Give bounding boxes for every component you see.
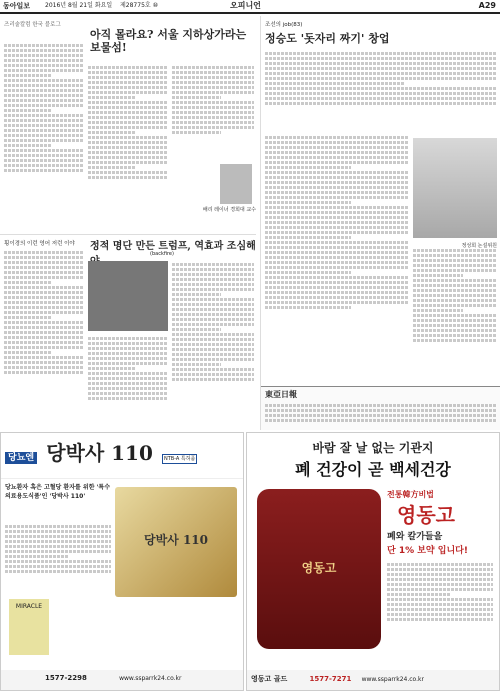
text-line xyxy=(265,52,497,55)
text-line xyxy=(88,101,168,104)
column-2-body-2 xyxy=(265,134,409,384)
text-line xyxy=(172,378,254,381)
text-line xyxy=(387,618,493,621)
text-line xyxy=(265,201,351,204)
ad-left-web[interactable]: www.ssparrk24.co.kr xyxy=(119,675,182,682)
ad-right-brand: 전통韓方비법 xyxy=(387,490,434,499)
text-line xyxy=(413,249,497,252)
text-line xyxy=(265,136,409,139)
column-1-body-right xyxy=(172,64,254,162)
text-line xyxy=(4,341,84,344)
text-line xyxy=(413,269,497,272)
text-line xyxy=(172,273,254,276)
ad-right-jar xyxy=(257,489,381,649)
column-2-body xyxy=(265,50,497,130)
text-line xyxy=(4,89,84,92)
text-line xyxy=(265,246,409,249)
text-line xyxy=(265,306,351,309)
text-line xyxy=(172,283,254,286)
text-line xyxy=(4,271,84,274)
column-3-photo xyxy=(88,261,168,331)
text-line xyxy=(5,550,111,553)
text-line xyxy=(5,545,111,548)
text-line xyxy=(265,226,409,229)
text-line xyxy=(88,71,168,74)
author-photo xyxy=(220,164,252,204)
text-line xyxy=(265,266,409,269)
text-line xyxy=(172,91,254,94)
text-line xyxy=(265,196,409,199)
illustration xyxy=(413,138,497,238)
text-line xyxy=(4,54,84,57)
text-line xyxy=(172,368,254,371)
column-1-author: 배리 레이너 경희대 교수 xyxy=(202,207,256,213)
text-line xyxy=(413,304,497,307)
text-line xyxy=(265,301,409,304)
text-line xyxy=(265,146,409,149)
text-line xyxy=(387,573,493,576)
ad-right-web[interactable]: www.ssparrk24.co.kr xyxy=(361,676,424,683)
text-line xyxy=(413,274,463,277)
text-line xyxy=(265,271,351,274)
column-3-body-mid xyxy=(88,335,168,429)
text-line xyxy=(4,291,84,294)
text-line xyxy=(4,169,84,172)
text-line xyxy=(172,308,254,311)
text-line xyxy=(265,236,351,239)
text-line xyxy=(4,59,84,62)
text-line xyxy=(172,86,254,89)
text-line xyxy=(88,166,136,169)
text-line xyxy=(5,535,111,538)
text-line xyxy=(265,67,497,70)
text-line xyxy=(88,76,168,79)
ad-left-pack-label: MIRACLE xyxy=(15,603,43,610)
text-line xyxy=(4,114,84,117)
text-line xyxy=(265,57,497,60)
text-line xyxy=(172,116,254,119)
issue-edition: 제28775호 ⑩ xyxy=(120,2,158,9)
text-line xyxy=(265,409,497,412)
ad-right-phone[interactable]: 1577-7271 xyxy=(309,675,352,683)
masthead-footer xyxy=(261,386,500,430)
text-line xyxy=(265,296,409,299)
text-line xyxy=(265,87,497,90)
text-line xyxy=(4,139,84,142)
column-2-headline: 정승도 '돗자리 짜기' 창업 xyxy=(265,32,390,45)
text-line xyxy=(387,578,493,581)
text-line xyxy=(265,181,409,184)
text-line xyxy=(172,353,254,356)
ad-right-sub2: 단 1% 보약 입니다! xyxy=(387,546,468,556)
text-line xyxy=(4,311,84,314)
text-line xyxy=(172,323,254,326)
text-line xyxy=(88,111,168,114)
text-line xyxy=(172,298,254,301)
text-line xyxy=(265,191,409,194)
text-line xyxy=(387,598,493,601)
text-line xyxy=(4,346,84,349)
text-line xyxy=(265,211,409,214)
text-line xyxy=(4,79,84,82)
text-line xyxy=(4,296,84,299)
text-line xyxy=(172,111,254,114)
text-line xyxy=(4,336,84,339)
text-line xyxy=(265,276,409,279)
text-line xyxy=(265,97,497,100)
text-line xyxy=(88,66,168,69)
text-line xyxy=(4,99,84,102)
text-line xyxy=(4,44,84,47)
text-line xyxy=(172,363,221,366)
text-line xyxy=(4,119,84,122)
text-line xyxy=(88,96,136,99)
text-line xyxy=(4,134,84,137)
text-line xyxy=(172,66,254,69)
text-line xyxy=(265,82,404,85)
column-3-body-left xyxy=(4,249,84,429)
text-line xyxy=(4,74,52,77)
text-line xyxy=(5,560,111,563)
text-line xyxy=(413,284,497,287)
ad-right-phone-row xyxy=(247,670,499,690)
ad-left[interactable] xyxy=(0,432,244,691)
text-line xyxy=(88,392,168,395)
column-3-headline: 정적 명단 만든 트럼프, 역효과 조심해 xyxy=(90,241,256,252)
column-2-tag: 조선의 job(83) xyxy=(265,22,303,28)
text-line xyxy=(4,286,84,289)
text-line xyxy=(88,342,168,345)
text-line xyxy=(88,176,168,179)
text-line xyxy=(172,338,254,341)
footer-info xyxy=(265,402,497,430)
text-line xyxy=(265,419,497,422)
text-line xyxy=(172,348,254,351)
text-line xyxy=(172,131,221,134)
text-line xyxy=(88,136,168,139)
text-line xyxy=(4,69,84,72)
text-line xyxy=(172,373,254,376)
text-line xyxy=(172,343,254,346)
text-line xyxy=(4,371,84,374)
text-line xyxy=(265,286,409,289)
column-1-body-mid xyxy=(88,64,168,230)
text-line xyxy=(88,151,168,154)
column-1-headline: 아직 몰라요? 서울 지하상가라는 보물섬! xyxy=(90,28,247,54)
text-line xyxy=(4,129,84,132)
text-line xyxy=(265,77,497,80)
text-line xyxy=(5,565,111,568)
text-line xyxy=(88,161,168,164)
section-title: 오피니언 xyxy=(230,1,261,10)
text-line xyxy=(88,146,168,149)
column-3-tag: 횡이경의 이런 영어 저런 이야 xyxy=(4,241,75,247)
text-line xyxy=(172,96,221,99)
text-line xyxy=(413,319,497,322)
text-line xyxy=(4,164,84,167)
text-line xyxy=(88,352,168,355)
ad-left-desc: 당뇨환자 혹은 고혈당 환자를 위한 '특수의료용도식품'인 '당박사 110' xyxy=(5,484,111,500)
text-line xyxy=(88,171,168,174)
ad-left-brand: 당뇨엔 xyxy=(5,452,37,464)
text-line xyxy=(88,347,168,350)
text-line xyxy=(4,84,84,87)
text-line xyxy=(265,141,409,144)
column-3-body-right xyxy=(172,261,254,429)
text-line xyxy=(88,372,168,375)
text-line xyxy=(4,251,84,254)
text-line xyxy=(172,263,254,266)
ad-left-phone-row xyxy=(1,670,243,690)
text-line xyxy=(4,109,52,112)
text-line xyxy=(387,603,493,606)
column-2-body-3 xyxy=(413,242,497,384)
text-line xyxy=(4,154,84,157)
ad-right-head2: 폐 건강이 곧 백세건강 xyxy=(295,460,451,479)
text-line xyxy=(172,328,221,331)
text-line xyxy=(265,216,409,219)
text-line xyxy=(172,268,254,271)
text-line xyxy=(4,326,84,329)
footer-paper-name: 東亞日報 xyxy=(265,389,297,399)
text-line xyxy=(172,293,221,296)
ad-right-sub1: 폐와 칼가들을 xyxy=(387,532,443,542)
text-line xyxy=(172,101,254,104)
ad-right-product: 영동고 xyxy=(397,503,455,527)
text-line xyxy=(265,256,409,259)
text-line xyxy=(265,171,409,174)
text-line xyxy=(172,278,254,281)
text-line xyxy=(413,264,497,267)
text-line xyxy=(88,357,168,360)
text-line xyxy=(88,362,168,365)
text-line xyxy=(413,279,497,282)
text-line xyxy=(172,81,254,84)
ad-right-phone-label: 영동고 골드 xyxy=(251,675,288,683)
text-line xyxy=(4,144,52,147)
ad-left-pack-product: 당박사 110 xyxy=(143,533,208,547)
text-line xyxy=(88,91,168,94)
text-line xyxy=(387,613,493,616)
ad-right-copy xyxy=(387,561,493,651)
text-line xyxy=(387,583,493,586)
text-line xyxy=(265,404,497,407)
text-line xyxy=(265,231,409,234)
text-line xyxy=(265,251,409,254)
text-line xyxy=(88,81,168,84)
text-line xyxy=(413,299,497,302)
text-line xyxy=(4,321,84,324)
text-line xyxy=(172,106,254,109)
text-line xyxy=(4,256,84,259)
column-3-sub: (backfire) xyxy=(150,251,174,257)
text-line xyxy=(88,121,168,124)
text-line xyxy=(387,608,493,611)
text-line xyxy=(172,76,254,79)
text-line xyxy=(265,92,497,95)
text-line xyxy=(4,316,52,319)
text-line xyxy=(413,314,497,317)
text-line xyxy=(265,281,409,284)
column-3 xyxy=(0,234,256,430)
text-line xyxy=(265,72,497,75)
column-1 xyxy=(0,16,256,232)
text-line xyxy=(265,186,409,189)
ad-right-jar-label: 영동고 xyxy=(301,561,337,575)
text-line xyxy=(265,414,497,417)
text-line xyxy=(4,159,84,162)
ad-left-tag: NTB-A 특허품 xyxy=(163,456,196,462)
text-line xyxy=(88,337,168,340)
text-line xyxy=(4,356,84,359)
text-line xyxy=(265,166,351,169)
text-line xyxy=(172,126,254,129)
text-line xyxy=(4,281,52,284)
text-line xyxy=(4,261,84,264)
ad-left-product: 당박사 110 xyxy=(46,441,153,465)
text-line xyxy=(88,156,168,159)
text-line xyxy=(413,339,497,342)
text-line xyxy=(88,377,168,380)
text-line xyxy=(4,306,84,309)
text-line xyxy=(5,570,111,573)
text-line xyxy=(265,206,409,209)
text-line xyxy=(88,382,168,385)
text-line xyxy=(4,361,84,364)
text-line xyxy=(387,593,451,596)
text-line xyxy=(265,221,409,224)
text-line xyxy=(265,241,409,244)
text-line xyxy=(5,540,111,543)
text-line xyxy=(88,126,168,129)
text-line xyxy=(265,176,409,179)
text-line xyxy=(387,568,493,571)
text-line xyxy=(265,62,497,65)
text-line xyxy=(265,291,409,294)
text-line xyxy=(4,49,84,52)
text-line xyxy=(265,161,409,164)
text-line xyxy=(413,324,497,327)
issue-date: 2016년 8월 21일 화요일 xyxy=(45,2,113,9)
page-number: A29 xyxy=(478,1,496,10)
ad-left-copy xyxy=(5,523,111,593)
text-line xyxy=(4,94,84,97)
text-line xyxy=(88,106,168,109)
text-line xyxy=(413,289,497,292)
ad-right-head1: 바람 잘 날 없는 기관지 xyxy=(312,441,434,455)
text-line xyxy=(387,588,493,591)
text-line xyxy=(4,124,84,127)
text-line xyxy=(88,387,168,390)
text-line xyxy=(413,254,497,257)
text-line xyxy=(4,351,52,354)
text-line xyxy=(265,102,497,105)
text-line xyxy=(172,288,254,291)
text-line xyxy=(5,555,69,558)
text-line xyxy=(88,131,136,134)
page-header xyxy=(0,0,500,14)
text-line xyxy=(172,318,254,321)
text-line xyxy=(4,266,84,269)
text-line xyxy=(5,525,111,528)
column-2 xyxy=(260,16,500,430)
text-line xyxy=(172,121,254,124)
text-line xyxy=(413,259,497,262)
text-line xyxy=(413,309,463,312)
text-line xyxy=(4,104,84,107)
ad-left-side-pack xyxy=(9,599,49,655)
text-line xyxy=(4,301,84,304)
text-line xyxy=(4,64,84,67)
paper-name: 동아일보 xyxy=(3,2,31,10)
text-line xyxy=(387,563,493,566)
text-line xyxy=(172,303,254,306)
text-line xyxy=(4,331,84,334)
text-line xyxy=(172,358,254,361)
ad-left-package xyxy=(115,487,237,597)
text-line xyxy=(172,333,254,336)
text-line xyxy=(88,367,136,370)
text-line xyxy=(172,71,254,74)
text-line xyxy=(413,294,497,297)
text-line xyxy=(4,366,84,369)
ad-right[interactable] xyxy=(246,432,500,691)
text-line xyxy=(4,149,84,152)
text-line xyxy=(88,141,168,144)
column-1-tag: 즈리술칼럼 한국 블로그 xyxy=(4,22,61,28)
text-line xyxy=(413,329,497,332)
text-line xyxy=(88,397,168,400)
column-1-body-left xyxy=(4,42,84,230)
ad-left-top xyxy=(1,433,243,479)
text-line xyxy=(265,156,409,159)
text-line xyxy=(5,530,111,533)
column-2-author: 정성희 논설위원 xyxy=(413,242,497,249)
text-line xyxy=(413,334,497,337)
text-line xyxy=(265,261,409,264)
text-line xyxy=(4,276,84,279)
ad-left-phone[interactable]: 1577-2298 xyxy=(45,674,87,682)
text-line xyxy=(88,116,168,119)
text-line xyxy=(172,313,254,316)
text-line xyxy=(265,151,409,154)
text-line xyxy=(88,86,168,89)
